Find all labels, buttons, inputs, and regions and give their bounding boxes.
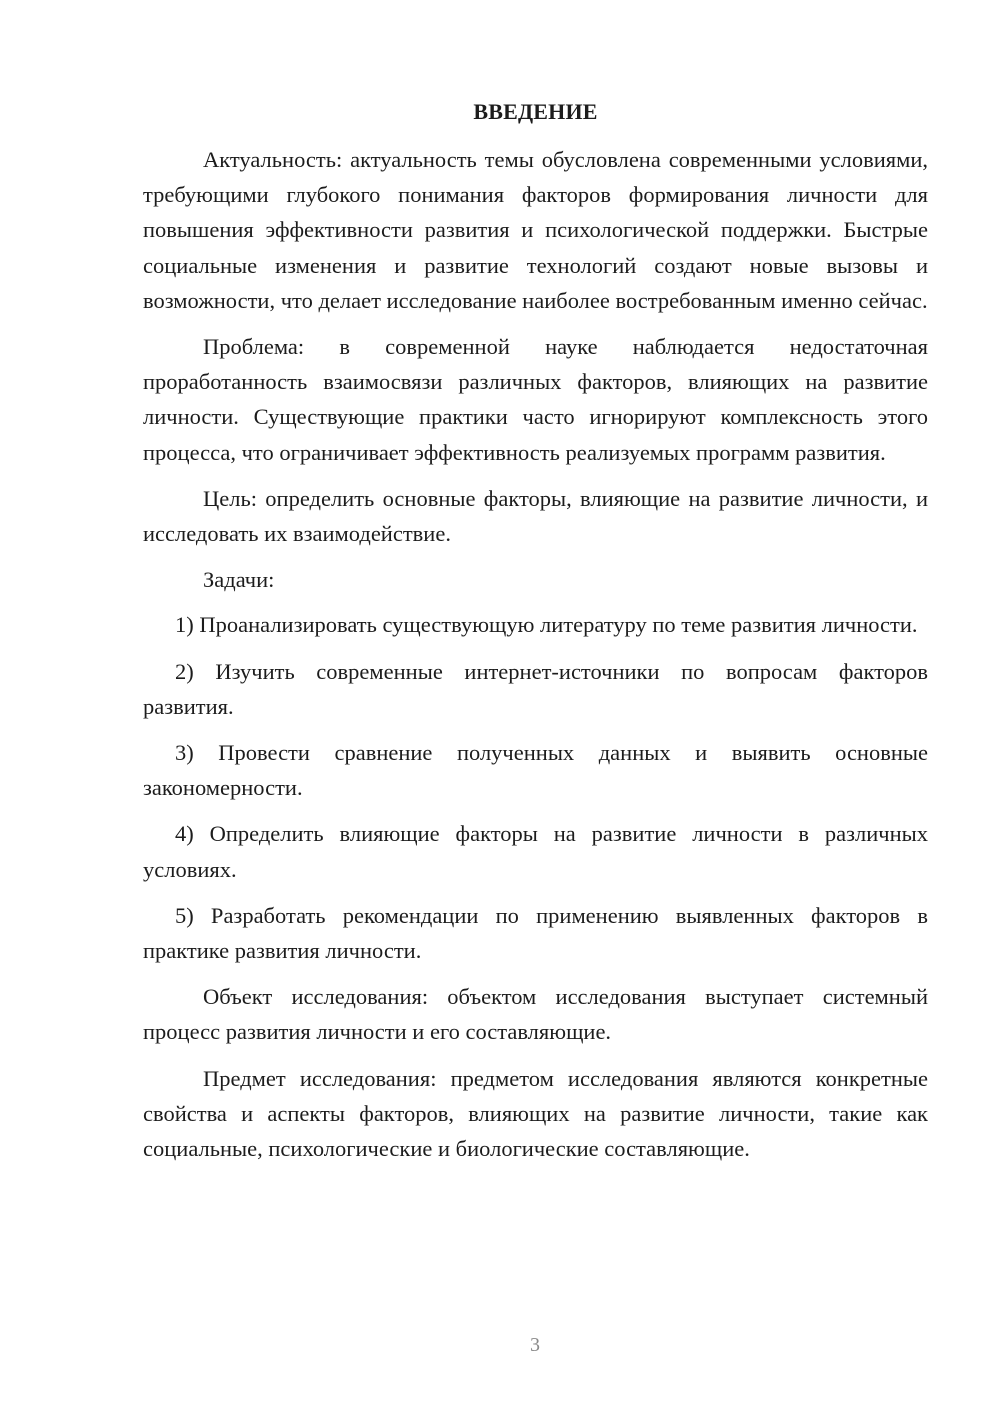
paragraph-goal: Цель: определить основные факторы, влияющие на развитие личности, и исследовать их взаимодействие. bbox=[143, 485, 928, 547]
paragraph-subject: Предмет исследования: предметом исследования являются конкретные свойства и аспекты факторов, влияющих на развитие личности, такие как социальные, психологические и биологические составляющие. bbox=[143, 1065, 928, 1162]
page-content bbox=[143, 94, 928, 1177]
task-item-3: 3) Провести сравнение полученных данных и выявить основные закономерности. bbox=[143, 740, 928, 801]
paragraph-object: Объект исследования: объектом исследования выступает системный процесс развития личности и его составляющие. bbox=[143, 984, 928, 1045]
task-item-4: 4) Определить влияющие факторы на развитие личности в различных условиях. bbox=[143, 821, 928, 882]
tasks-heading: Задачи: bbox=[203, 567, 275, 593]
task-item-5: 5) Разработать рекомендации по применению выявленных факторов в практике развития личности. bbox=[143, 902, 928, 964]
task-item-2: 2) Изучить современные интернет-источники по вопросам факторов развития. bbox=[143, 658, 928, 719]
task-item-1: 1) Проанализировать существующую литературу по теме развития личности. bbox=[175, 612, 918, 638]
paragraph-problem: Проблема: в современной науке наблюдается недостаточная проработанность взаимосвязи различных факторов, влияющих на развитие личности. Существующие практики часто игнорируют комплексность этого процесса, что ограничивает эффективность реализуемых программ развития. bbox=[143, 334, 928, 465]
section-title: ВВЕДЕНИЕ bbox=[473, 99, 598, 124]
page-number: 3 bbox=[530, 1334, 540, 1356]
paragraph-relevance: Актуальность: актуальность темы обусловлена современными условиями, требующими глубокого понимания факторов формирования личности для повышения эффективности развития и психологической поддержки. Быстрые социальные изменения и развитие технологий создают новые вызовы и возможности, что делает исследование наиболее востребованным именно сейчас. bbox=[143, 147, 928, 313]
